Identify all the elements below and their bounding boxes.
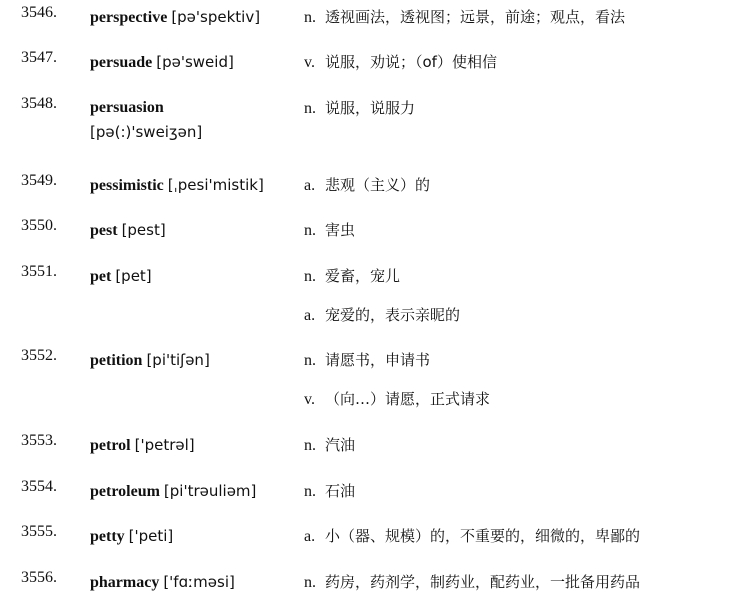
entry-number: 3548. bbox=[21, 95, 57, 112]
definition: 说服，劝说；（of）使相信 bbox=[325, 53, 497, 71]
sense bbox=[304, 305, 460, 326]
pronunciation: [ˌpesi'mistik] bbox=[167, 176, 264, 194]
sense bbox=[304, 350, 430, 371]
pronunciation: [pi'trəuliəm] bbox=[163, 482, 257, 500]
word: perspective bbox=[90, 9, 168, 26]
sense bbox=[304, 435, 355, 456]
definition: 爱畜，宠儿 bbox=[325, 267, 401, 285]
word: petrol bbox=[90, 437, 131, 454]
part-of-speech: n. bbox=[304, 483, 316, 500]
entry-number: 3551. bbox=[21, 263, 57, 280]
definition: 请愿书，申请书 bbox=[325, 351, 431, 369]
entry-number: 3552. bbox=[21, 347, 57, 364]
pronunciation: [pi'tiʃən] bbox=[146, 351, 210, 369]
definition: 药房，药剂学，制药业，配药业，一批备用药品 bbox=[325, 573, 641, 591]
part-of-speech: n. bbox=[304, 437, 316, 454]
word: pharmacy bbox=[90, 574, 160, 591]
definition: 透视画法，透视图；远景，前途；观点，看法 bbox=[325, 8, 626, 26]
pronunciation: ['peti] bbox=[128, 527, 174, 545]
headword bbox=[90, 479, 295, 504]
headword bbox=[90, 264, 295, 289]
entry-number: 3556. bbox=[21, 569, 57, 586]
part-of-speech: n. bbox=[304, 9, 316, 26]
entry-number: 3550. bbox=[21, 217, 57, 234]
pronunciation: [pə'spektiv] bbox=[171, 8, 261, 26]
entry-number: 3549. bbox=[21, 172, 57, 189]
word: persuade bbox=[90, 54, 153, 71]
pronunciation: [pə(:)'sweiʒən] bbox=[90, 123, 203, 141]
definition: 汽油 bbox=[325, 436, 356, 454]
definition: 宠爱的，表示亲昵的 bbox=[325, 306, 461, 324]
headword bbox=[90, 348, 295, 373]
word: petition bbox=[90, 352, 143, 369]
part-of-speech: v. bbox=[304, 391, 315, 408]
headword bbox=[90, 5, 295, 30]
part-of-speech: n. bbox=[304, 100, 316, 117]
sense bbox=[304, 175, 430, 196]
part-of-speech: n. bbox=[304, 268, 316, 285]
sense bbox=[304, 266, 400, 287]
part-of-speech: a. bbox=[304, 528, 316, 545]
part-of-speech: n. bbox=[304, 222, 316, 239]
entry-number: 3547. bbox=[21, 49, 57, 66]
part-of-speech: a. bbox=[304, 177, 316, 194]
part-of-speech: v. bbox=[304, 54, 315, 71]
definition: （向…）请愿，正式请求 bbox=[325, 390, 491, 408]
sense bbox=[304, 52, 497, 73]
sense bbox=[304, 481, 355, 502]
headword bbox=[90, 218, 295, 243]
pronunciation: ['petrəl] bbox=[134, 436, 195, 454]
part-of-speech: a. bbox=[304, 307, 316, 324]
word: petroleum bbox=[90, 483, 160, 500]
entry-number: 3553. bbox=[21, 432, 57, 449]
sense bbox=[304, 98, 415, 119]
entry-number: 3546. bbox=[21, 4, 57, 21]
pronunciation: [pest] bbox=[121, 221, 166, 239]
sense bbox=[304, 7, 625, 28]
definition: 小（器、规模）的，不重要的，细微的，卑鄙的 bbox=[325, 527, 641, 545]
word: pessimistic bbox=[90, 177, 164, 194]
headword bbox=[90, 570, 295, 595]
entry-number: 3554. bbox=[21, 478, 57, 495]
headword bbox=[90, 173, 295, 198]
headword bbox=[90, 50, 295, 75]
word: pest bbox=[90, 222, 118, 239]
entry-number: 3555. bbox=[21, 523, 57, 540]
sense bbox=[304, 389, 490, 410]
headword bbox=[90, 96, 270, 145]
definition: 石油 bbox=[325, 482, 356, 500]
word: pet bbox=[90, 268, 112, 285]
definition: 悲观（主义）的 bbox=[325, 176, 431, 194]
headword bbox=[90, 524, 295, 549]
word: petty bbox=[90, 528, 125, 545]
sense bbox=[304, 572, 640, 593]
part-of-speech: n. bbox=[304, 352, 316, 369]
pronunciation: [pə'sweid] bbox=[156, 53, 234, 71]
definition: 说服，说服力 bbox=[325, 99, 416, 117]
pronunciation: [pet] bbox=[115, 267, 152, 285]
headword bbox=[90, 433, 295, 458]
pronunciation: ['fɑːməsi] bbox=[163, 573, 235, 591]
sense bbox=[304, 526, 640, 547]
definition: 害虫 bbox=[325, 221, 356, 239]
sense bbox=[304, 220, 355, 241]
word: persuasion bbox=[90, 99, 164, 116]
part-of-speech: n. bbox=[304, 574, 316, 591]
